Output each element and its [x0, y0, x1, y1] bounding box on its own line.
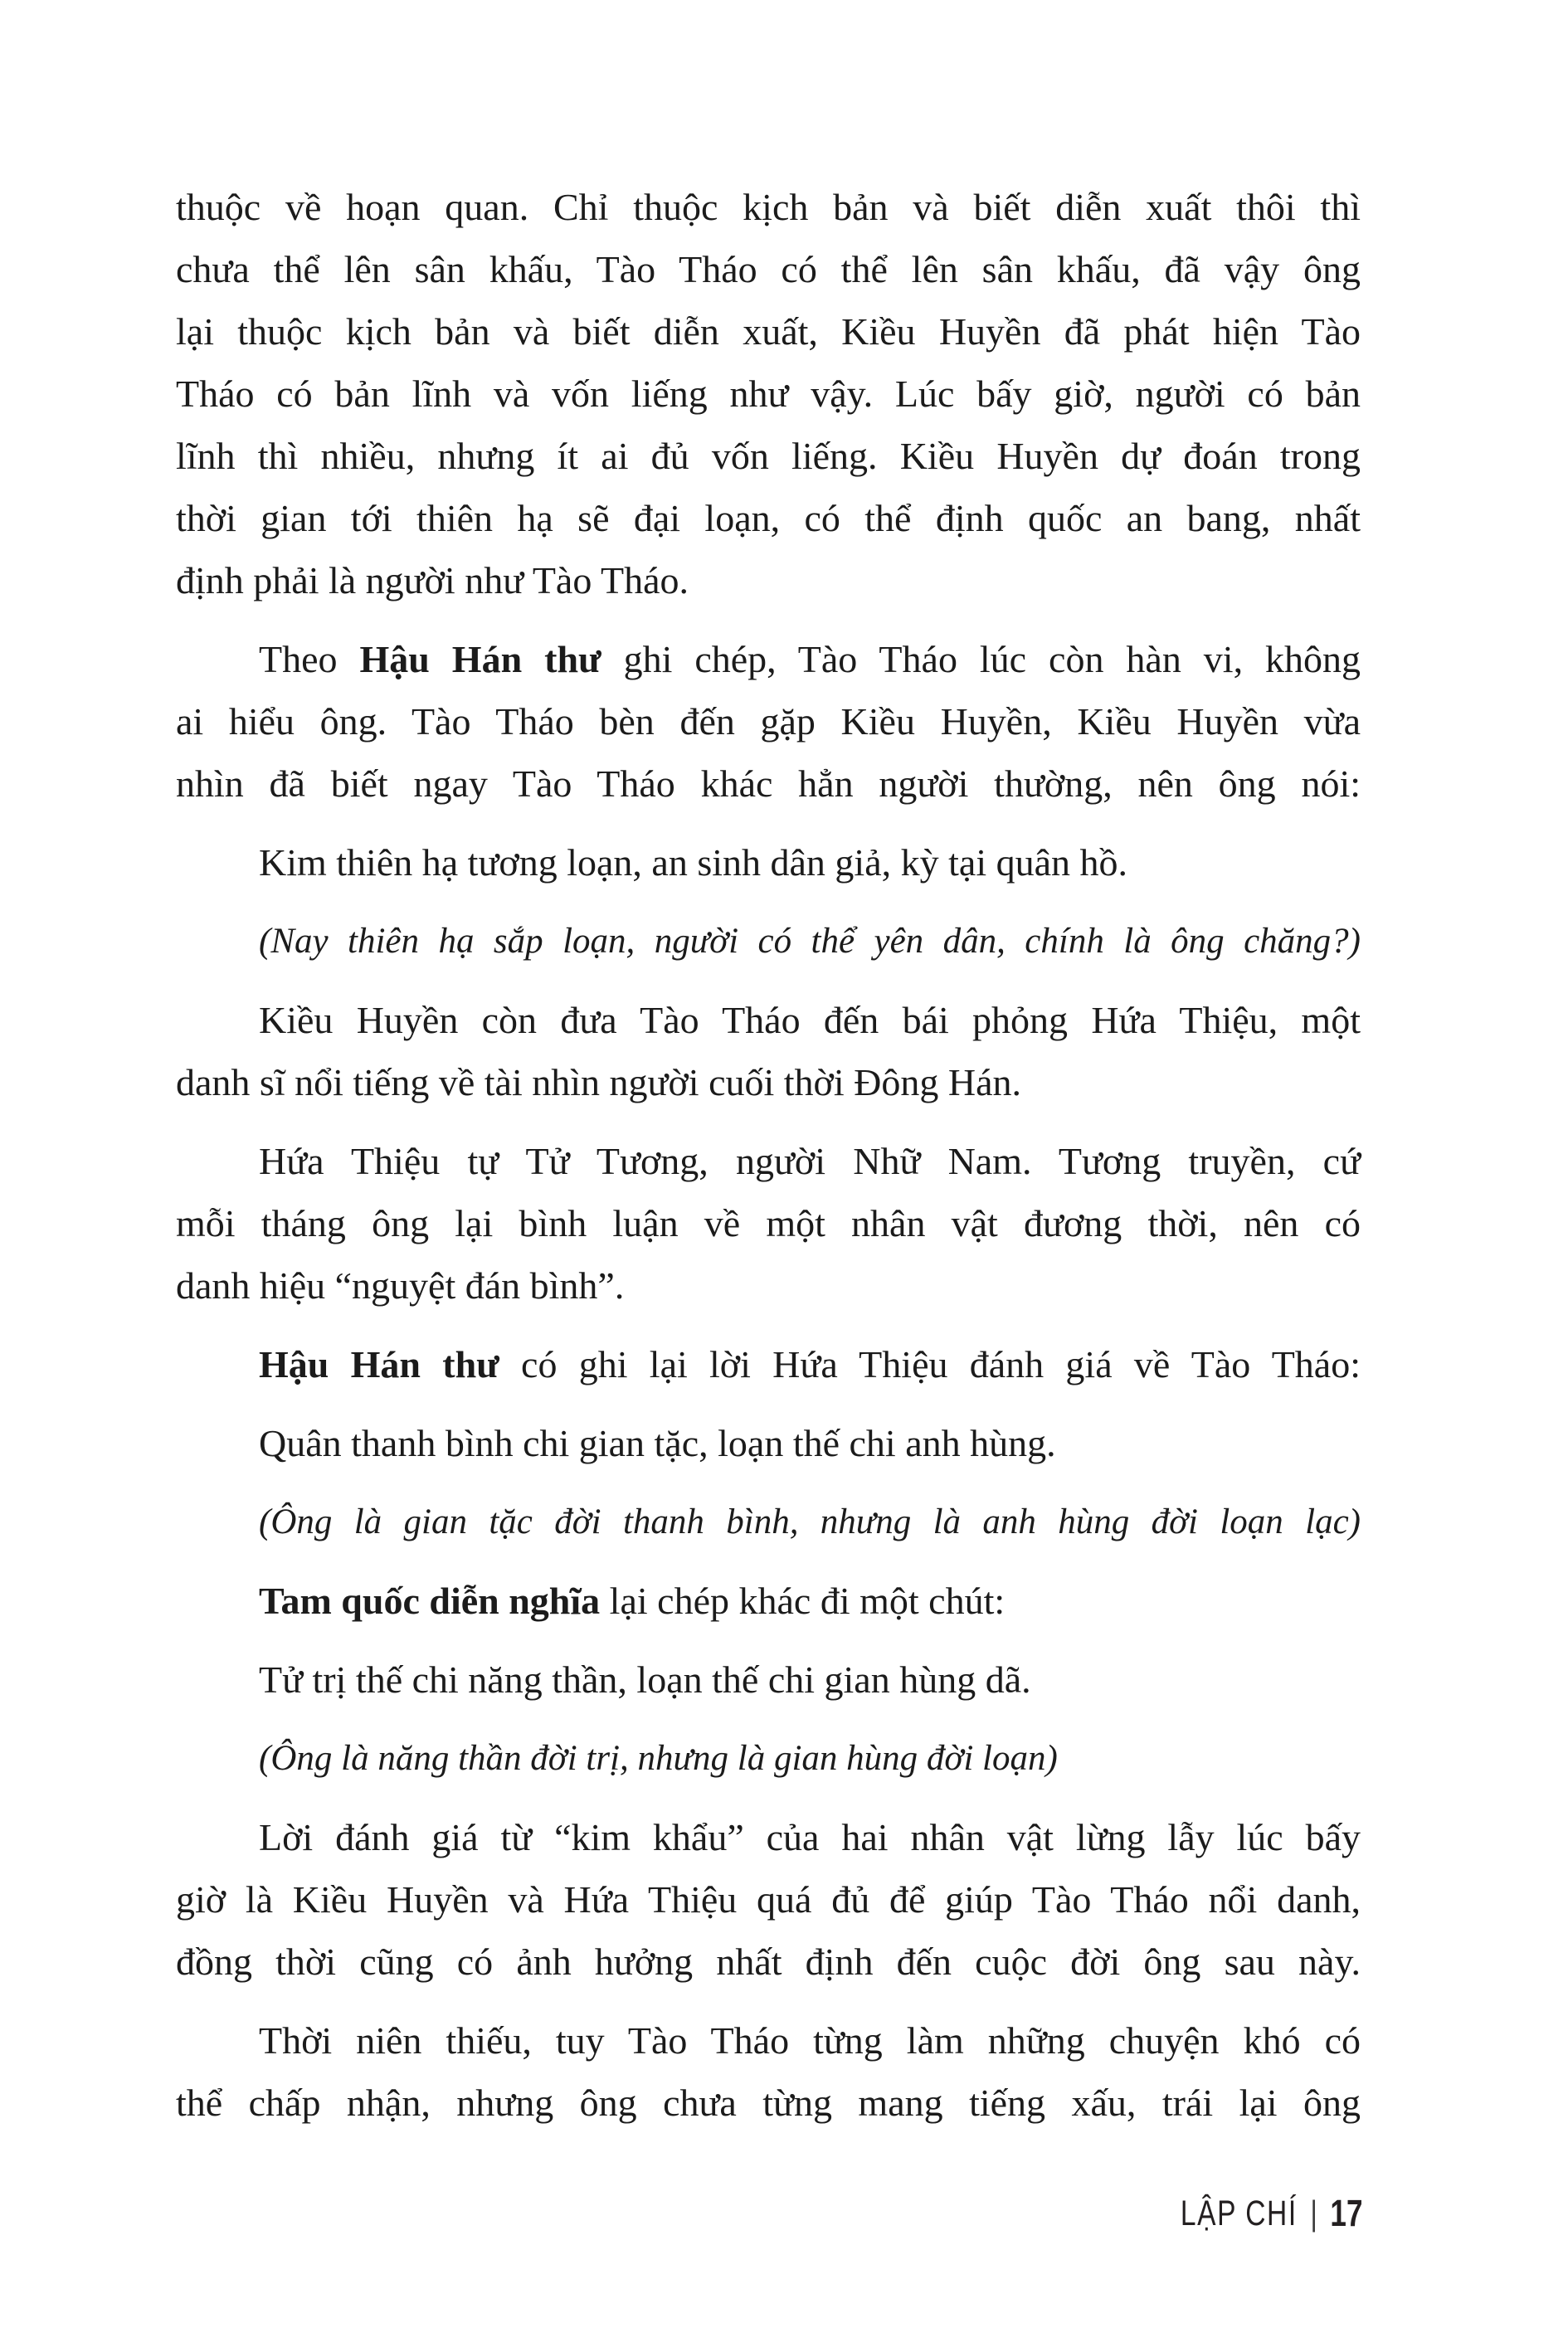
footer-separator: |	[1309, 2194, 1317, 2233]
text-run: lại thuộc kịch bản và biết diễn xuất, Kiều Huyền đã phát hiện Tào	[176, 310, 1361, 353]
text-run: danh hiệu “nguyệt đán bình”.	[176, 1264, 625, 1307]
text-run: định phải là người như Tào Tháo.	[176, 559, 689, 601]
paragraph	[176, 1570, 1361, 1632]
text-line	[176, 238, 1361, 300]
paragraph	[176, 1806, 1361, 1993]
footer-section-label: LẬP CHÍ	[1180, 2193, 1298, 2233]
text-run: (Nay thiên hạ sắp loạn, người có thể yên dân, chính là ông chăng?)	[259, 922, 1361, 961]
text-line	[176, 1727, 1361, 1790]
text-run: ghi chép, Tào Tháo lúc còn hàn vi, không	[601, 638, 1361, 680]
text-run: Lời đánh giá từ “kim khẩu” của hai nhân vật lừng lẫy lúc bấy	[259, 1816, 1361, 1858]
text-line	[176, 1570, 1361, 1632]
text-run: Hứa Thiệu tự Tử Tương, người Nhữ Nam. Tương truyền, cứ	[259, 1140, 1361, 1182]
text-line	[176, 1806, 1361, 1868]
text-run: lĩnh thì nhiều, nhưng ít ai đủ vốn liếng. Kiều Huyền dự đoán trong	[176, 435, 1361, 477]
book-title-bold: Hậu Hán thư	[359, 638, 601, 680]
footer-page-number: 17	[1329, 2192, 1362, 2234]
text-run: có ghi lại lời Hứa Thiệu đánh giá về Tào Tháo:	[499, 1343, 1361, 1385]
text-run: mỗi tháng ông lại bình luận về một nhân vật đương thời, nên có	[176, 1202, 1361, 1244]
paragraph	[176, 1130, 1361, 1317]
text-line	[176, 176, 1361, 238]
text-line	[176, 1931, 1361, 1993]
paragraph	[176, 628, 1361, 815]
text-run: chưa thể lên sân khấu, Tào Tháo có thể lên sân khấu, đã vậy ông	[176, 248, 1361, 290]
text-run: (Ông là gian tặc đời thanh bình, nhưng là anh hùng đời loạn lạc)	[259, 1502, 1361, 1541]
book-title-bold: Hậu Hán thư	[259, 1343, 499, 1385]
text-line	[176, 690, 1361, 752]
text-line	[176, 1051, 1361, 1113]
text-line	[176, 1254, 1361, 1317]
text-line	[176, 2072, 1361, 2134]
text-run: Kiều Huyền còn đưa Tào Tháo đến bái phỏng Hứa Thiệu, một	[259, 999, 1361, 1041]
page-footer	[1180, 2192, 1362, 2235]
text-line	[176, 1648, 1361, 1711]
paragraph	[176, 2009, 1361, 2134]
paragraph	[176, 176, 1361, 611]
text-run: ai hiểu ông. Tào Tháo bèn đến gặp Kiều Huyền, Kiều Huyền vừa	[176, 700, 1361, 743]
quote-translation-line	[176, 1727, 1361, 1790]
text-line	[176, 549, 1361, 611]
text-run: Thời niên thiếu, tuy Tào Tháo từng làm những chuyện khó có	[259, 2019, 1361, 2062]
text-run: nhìn đã biết ngay Tào Tháo khác hẳn người thường, nên ông nói:	[176, 762, 1361, 805]
text-line	[176, 1491, 1361, 1553]
text-run: thuộc về hoạn quan. Chỉ thuộc kịch bản và biết diễn xuất thôi thì	[176, 186, 1361, 228]
text-line	[176, 425, 1361, 487]
text-line	[176, 752, 1361, 815]
text-run: lại chép khác đi một chút:	[600, 1580, 1006, 1622]
text-run: thời gian tới thiên hạ sẽ đại loạn, có thể định quốc an bang, nhất	[176, 497, 1361, 539]
text-run: Tháo có bản lĩnh và vốn liếng như vậy. Lúc bấy giờ, người có bản	[176, 373, 1361, 415]
book-title-bold: Tam quốc diễn nghĩa	[259, 1580, 601, 1622]
text-run: Kim thiên hạ tương loạn, an sinh dân giả, kỳ tại quân hồ.	[259, 841, 1128, 884]
text-run: (Ông là năng thần đời trị, nhưng là gian hùng đời loạn)	[259, 1739, 1058, 1778]
text-line	[176, 831, 1361, 894]
text-line	[176, 363, 1361, 425]
text-line	[176, 989, 1361, 1051]
text-line	[176, 300, 1361, 363]
text-line	[176, 628, 1361, 690]
quote-translation-line	[176, 1491, 1361, 1553]
text-line	[176, 1130, 1361, 1192]
text-line	[176, 1333, 1361, 1395]
quote-line	[176, 1412, 1361, 1474]
text-run: đồng thời cũng có ảnh hưởng nhất định đến cuộc đời ông sau này.	[176, 1941, 1361, 1983]
text-run: danh sĩ nổi tiếng về tài nhìn người cuối thời Đông Hán.	[176, 1061, 1022, 1103]
text-line	[176, 2009, 1361, 2072]
paragraph	[176, 989, 1361, 1113]
text-run: Tử trị thế chi năng thần, loạn thế chi gian hùng dã.	[259, 1658, 1031, 1701]
text-run: thể chấp nhận, nhưng ông chưa từng mang tiếng xấu, trái lại ông	[176, 2082, 1361, 2124]
text-run: Theo	[259, 638, 360, 680]
text-line	[176, 1412, 1361, 1474]
quote-line	[176, 831, 1361, 894]
text-line	[176, 487, 1361, 549]
text-run: giờ là Kiều Huyền và Hứa Thiệu quá đủ để giúp Tào Tháo nổi danh,	[176, 1878, 1361, 1921]
quote-line	[176, 1648, 1361, 1711]
quote-translation-line	[176, 910, 1361, 972]
text-line	[176, 1868, 1361, 1931]
text-line	[176, 910, 1361, 972]
text-run: Quân thanh bình chi gian tặc, loạn thế chi anh hùng.	[259, 1422, 1056, 1464]
paragraph	[176, 1333, 1361, 1395]
text-line	[176, 1192, 1361, 1254]
text-column	[176, 176, 1361, 2134]
